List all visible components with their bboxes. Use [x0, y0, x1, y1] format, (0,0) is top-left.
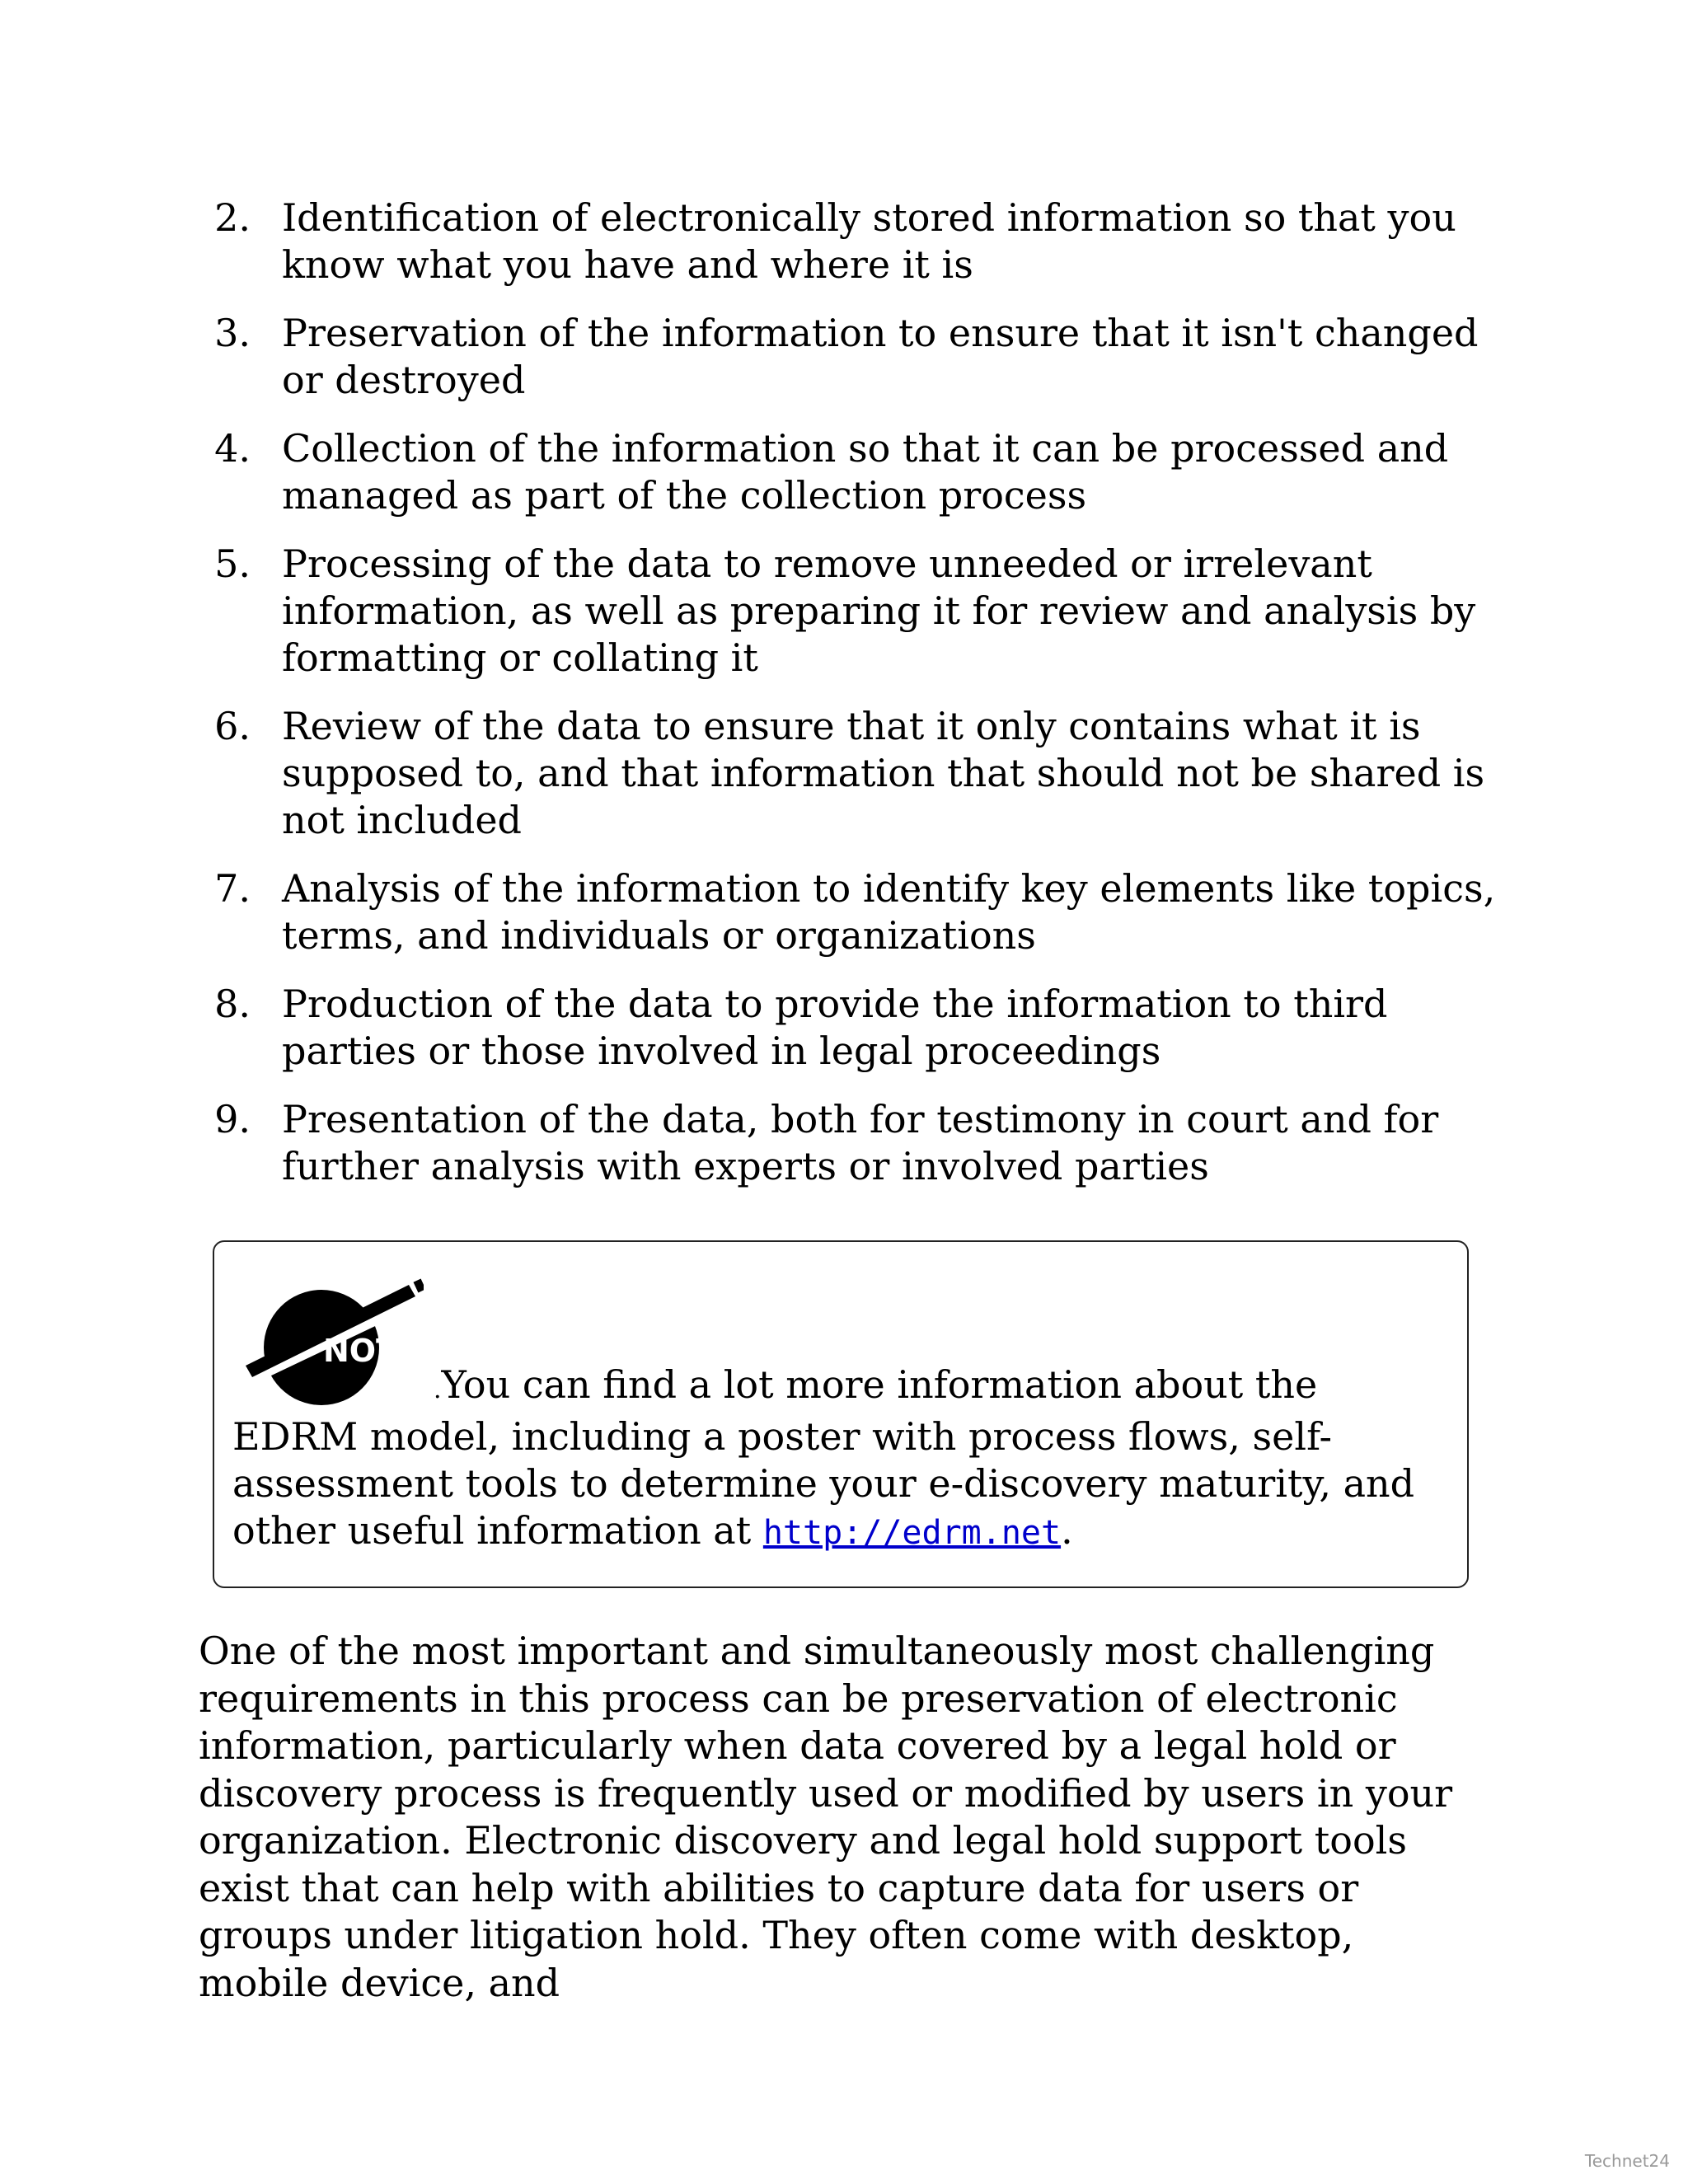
note-text-after: .: [1061, 1508, 1073, 1553]
list-item: [199, 1096, 1510, 1190]
list-text: Presentation of the data, both for testimony in court and for further analysis with experts or involved parties: [282, 1097, 1439, 1188]
note-text-before: You can find a lot more information about the EDRM model, including a poster with process flows, self-assessment tools to determine your e-discovery maturity, and other useful information at: [232, 1362, 1415, 1553]
list-item: [199, 194, 1510, 288]
list-text: Processing of the data to remove unneeded or irrelevant information, as well as preparing it for review and analysis by formatting or collating it: [282, 541, 1476, 680]
list-text: Identification of electronically stored information so that you know what you have and where it is: [282, 195, 1456, 287]
list-item: [199, 703, 1510, 844]
edrm-link[interactable]: http://edrm.net: [762, 1514, 1062, 1552]
list-number: 2.: [214, 195, 251, 240]
list-number: 3.: [214, 311, 251, 355]
list-text: Production of the data to provide the information to third parties or those involved in legal proceedings: [282, 982, 1388, 1073]
note-dot: .: [434, 1376, 442, 1404]
numbered-list: [199, 194, 1510, 1212]
list-number: 9.: [214, 1097, 251, 1141]
list-number: 8.: [214, 982, 251, 1026]
watermark: Technet24: [1584, 2151, 1670, 2171]
note-text: [232, 1361, 1452, 1557]
list-item: [199, 981, 1510, 1075]
list-text: Collection of the information so that it can be processed and managed as part of the collection process: [282, 426, 1449, 518]
list-number: 6.: [214, 704, 251, 748]
list-item: [199, 310, 1510, 404]
note-icon-label: NOTE: [323, 1333, 419, 1369]
list-item: [199, 865, 1510, 959]
list-text: Review of the data to ensure that it only contains what it is supposed to, and that information that should not be shared is not included: [282, 704, 1485, 842]
list-number: 5.: [214, 541, 251, 586]
list-text: Analysis of the information to identify key elements like topics, terms, and individuals or organizations: [282, 866, 1496, 958]
note-box: [213, 1240, 1469, 1588]
list-number: 4.: [214, 426, 251, 471]
body-paragraph: One of the most important and simultaneously most challenging requirements in this process can be preservation of electronic information, particularly when data covered by a legal hold or discovery process is frequently used or modified by users in your organization. Electronic discovery and legal hold support tools exist that can help with abilities to capture data for users or groups under litigation hold. They often come with desktop, mobile device, and: [199, 1629, 1453, 2005]
list-text: Preservation of the information to ensure that it isn't changed or destroyed: [282, 311, 1479, 402]
list-number: 7.: [214, 866, 251, 911]
list-item: [199, 541, 1510, 682]
list-item: [199, 425, 1510, 519]
